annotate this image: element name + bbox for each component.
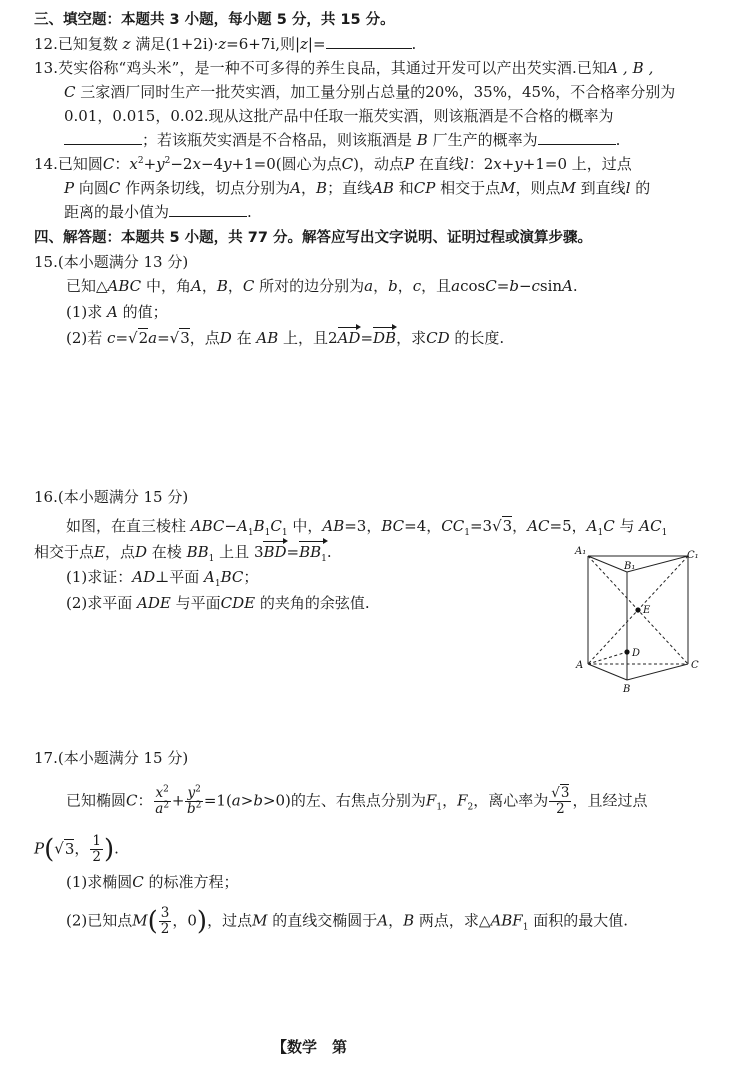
label-b: B [623, 684, 631, 695]
question-12: 12.已知复数 z 满足(1+2i)·z=6+7i,则|z|= . [34, 35, 417, 53]
question-16-part1: (1)求证：AD⊥平面 $A_1BC$； [66, 568, 259, 589]
label-a1: A₁ [575, 546, 587, 557]
label-a: A [576, 660, 584, 671]
label-c: C [691, 660, 699, 671]
section4-heading: 四、解答题：本题共 5 小题，共 77 分。解答应写出文字说明、证明过程或演算步骤。 [34, 230, 592, 246]
question-17-part2: (2)已知点M( $\frac{3}{2}$ ，0)，过点M 的直线交椭圆于A，B 两点，求$\triangle ABF_1$ 面积的最大值. [66, 905, 629, 937]
question-13-line2: C 三家酒厂同时生产一批芡实酒，加工量分别占总量的20%，35%，45%，不合格率分别为 [64, 83, 676, 101]
question-16-stem: 如图，在直三棱柱 $ABC-A_1B_1C_1$ 中，AB=3，BC=4，$CC_1=3√3$，AC=5，$A_1C$ 与 $AC_1$ [66, 517, 668, 538]
question-13-line4: ；若该瓶芡实酒是不合格品，则该瓶酒是 B 厂生产的概率为 . [64, 130, 620, 150]
question-16-line2: 相交于点E，点D 在棱 $BB_1$ 上且 $3BD=BB_1$. [34, 543, 332, 564]
answer-blank [538, 130, 616, 145]
question-14-line3: 距离的最小值为 . [64, 203, 252, 221]
question-16-title: 16.(本小题满分 15 分) [34, 488, 189, 506]
question-15-part2: (2)若 c=√2a=√3，点D 在 AB 上，且2AD=DB，求CD 的长度. [66, 329, 505, 347]
question-17-stem: 已知椭圆C： $\frac{x^2}{a^2}$ + $\frac{y^2}{b^2}$ =1(a>b>0)的左、右焦点分别为$F_1$，$F_2$，离心率为 $\frac{√3}{2}$ ，且经过点 [66, 784, 648, 817]
answer-blank [64, 130, 142, 145]
question-17-point-p: P(√3， $\frac{1}{2}$ ). [34, 833, 119, 865]
question-15-part1: (1)求 A 的值； [66, 303, 168, 321]
question-14-line2: P 向圆C 作两条切线，切点分别为A，B；直线AB 和CP 相交于点M，则点M 到直线l 的 [64, 179, 651, 197]
label-b1: B₁ [624, 561, 636, 572]
point-d [624, 649, 629, 654]
answer-blank [326, 34, 412, 49]
question-15-title: 15.(本小题满分 13 分) [34, 253, 189, 271]
question-13-line3: 0.01，0.015，0.02.现从这批产品中任取一瓶芡实酒，则该瓶酒是不合格的概率为 [64, 107, 614, 125]
question-16-part2: (2)求平面 ADE 与平面CDE 的夹角的余弦值. [66, 594, 370, 612]
label-e: E [643, 605, 651, 616]
question-15-stem: 已知△ABC 中，角A，B，C 所对的边分别为a，b，c，且acosC=b−csinA. [66, 277, 578, 295]
section3-heading: 三、填空题：本题共 3 小题，每小题 5 分，共 15 分。 [34, 12, 395, 28]
answer-blank [169, 202, 247, 217]
prism-figure [570, 544, 710, 698]
page-footer: 【数学 第 [272, 1038, 348, 1056]
label-d: D [632, 648, 641, 659]
question-17-part1: (1)求椭圆C 的标准方程； [66, 873, 239, 891]
question-13-line1: 13.芡实俗称“鸡头米”，是一种不可多得的养生良品，其通过开发可以产出芡实酒.已知A , B , [34, 59, 654, 77]
question-17-title: 17.(本小题满分 15 分) [34, 749, 189, 767]
point-e [635, 607, 640, 612]
label-c1: C₁ [687, 550, 699, 561]
question-14-line1: 14.已知圆C：$x^2+y^2-2x-4y+1=0$(圆心为点C)，动点P 在直线l：2x+y+1=0 上，过点 [34, 155, 632, 173]
